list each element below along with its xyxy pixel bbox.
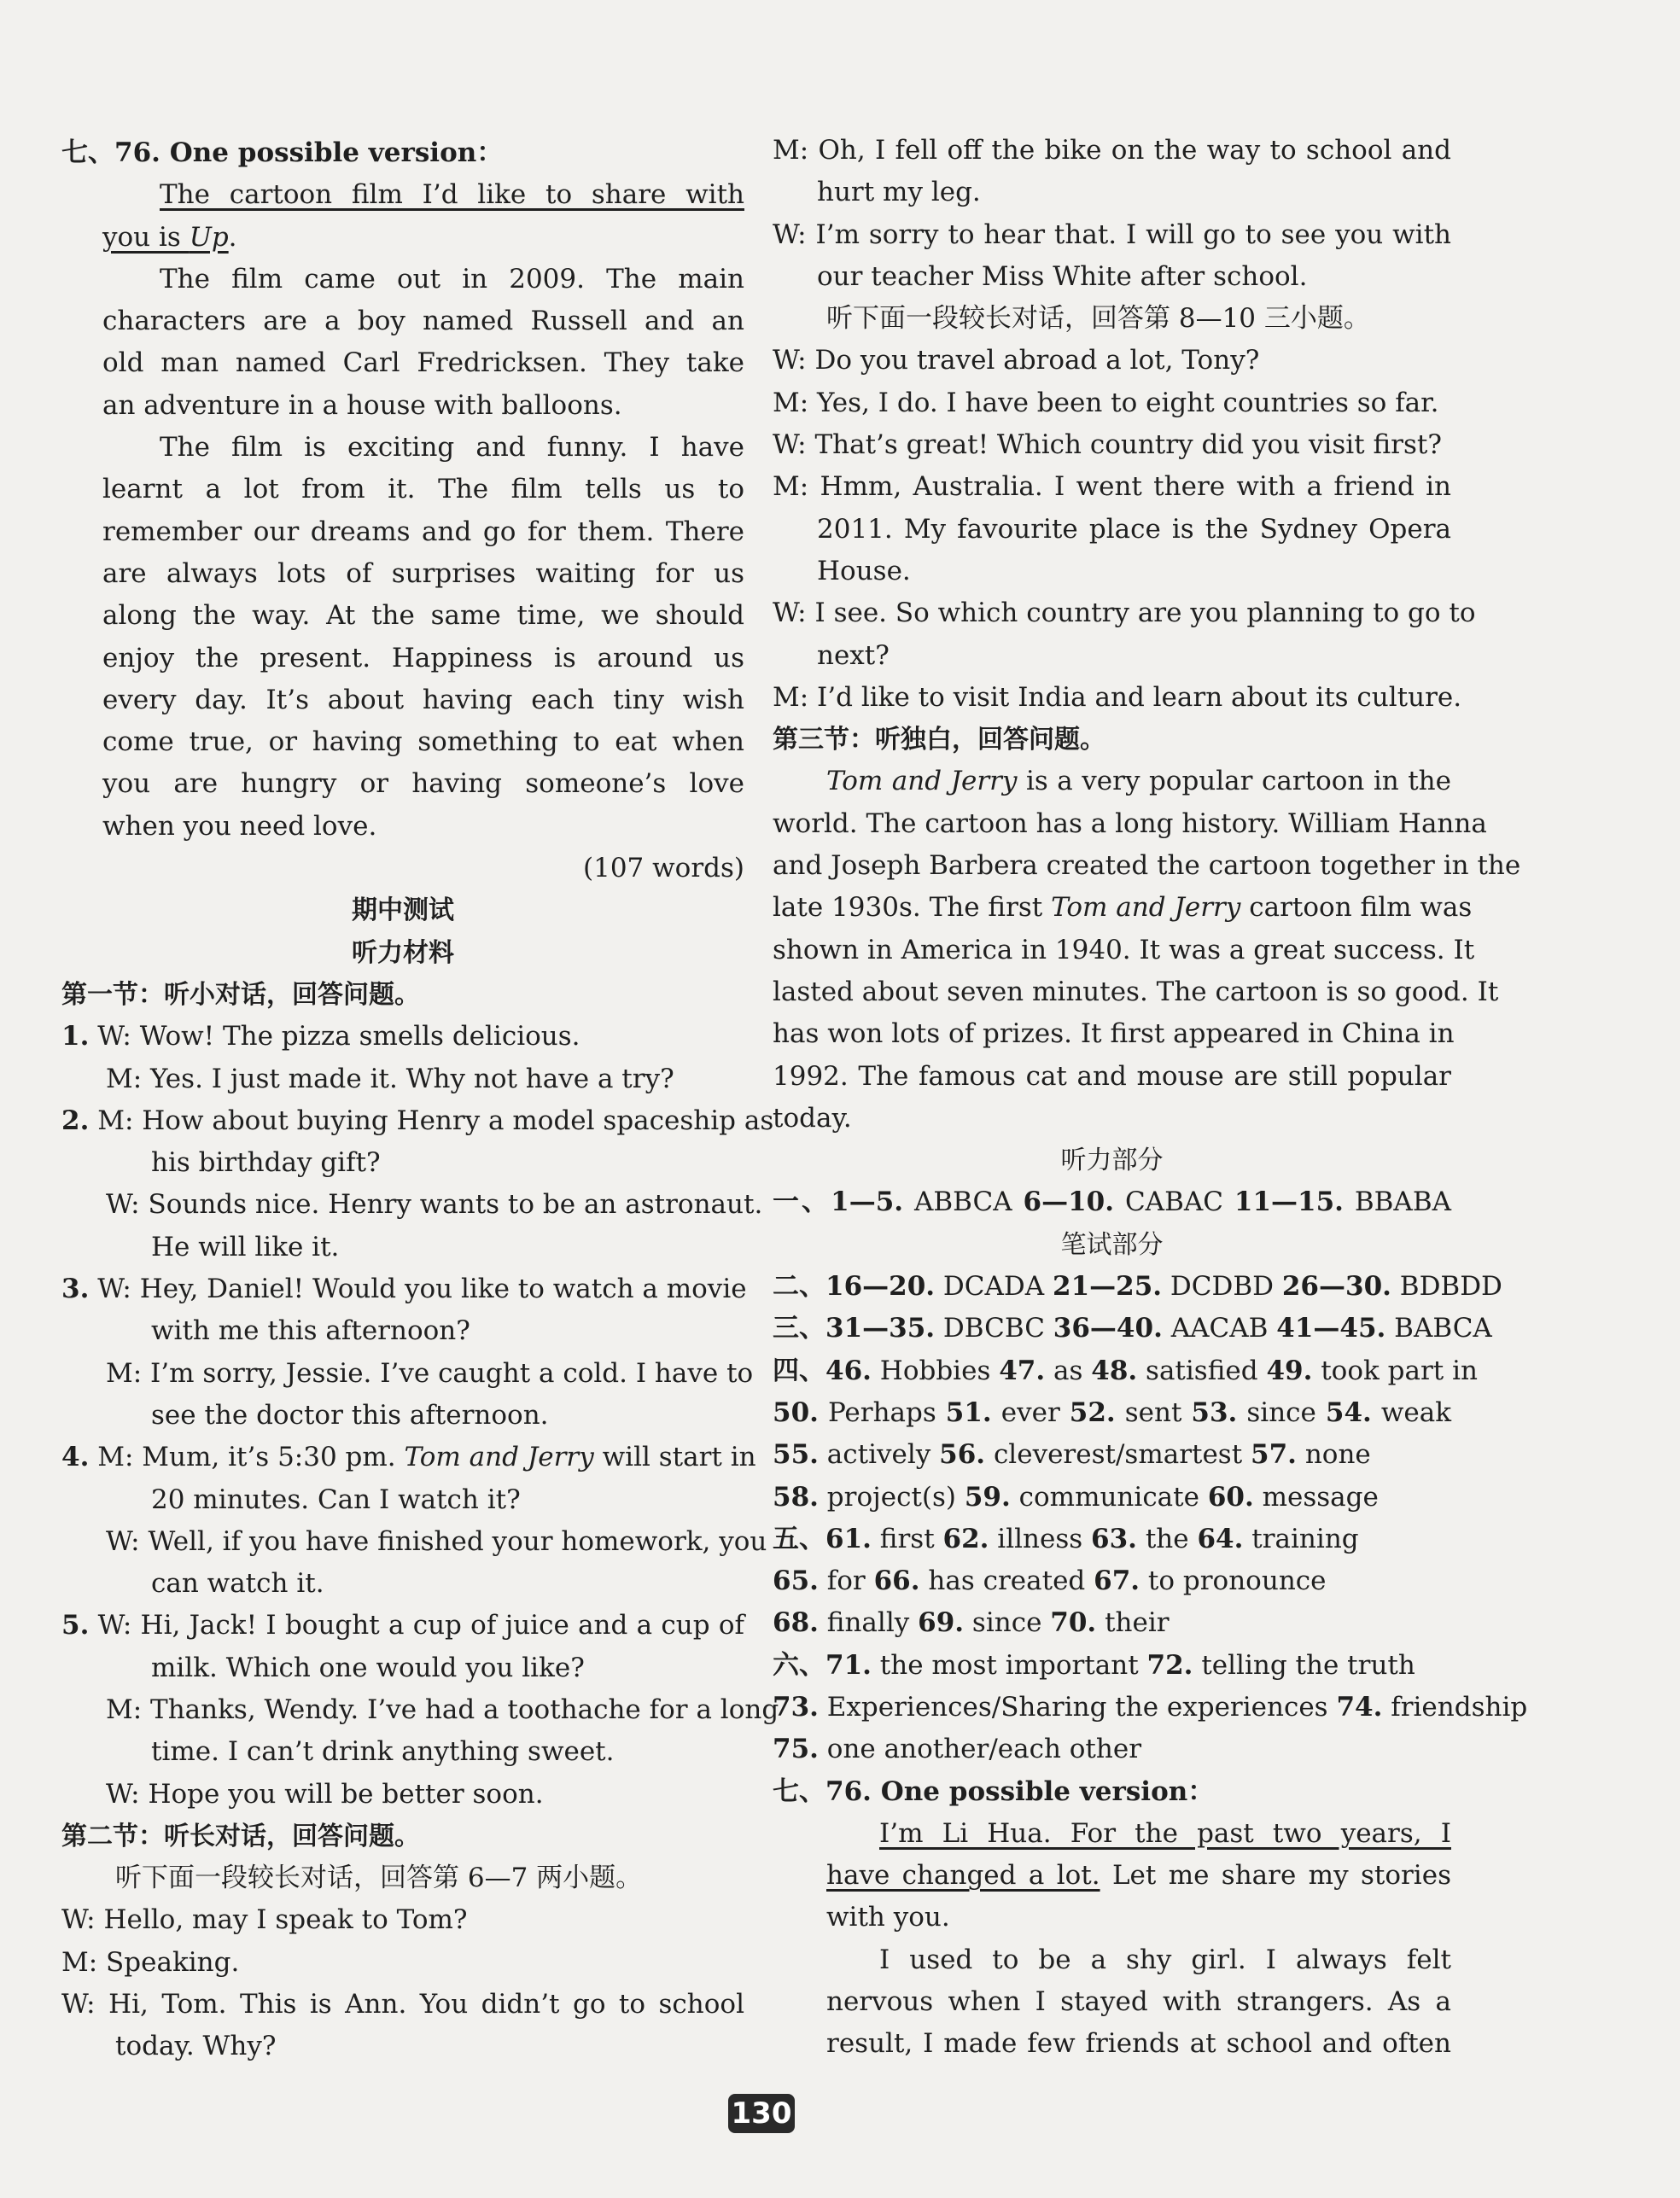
essay-line: The cartoon film I’d like to share with <box>160 179 744 211</box>
essay-line: The film came out in 2009. The main <box>160 263 744 294</box>
page-number: 130 <box>728 2094 795 2133</box>
dialogue-line: time. I can’t drink anything sweet. <box>151 1736 615 1768</box>
section-intro: 听下面一段较长对话，回答第 8—10 三小题。 <box>826 303 1370 335</box>
essay-line: characters are a boy named Russell and an <box>102 306 744 337</box>
essay-line: you is Up. <box>102 221 237 253</box>
answer-line: 五、61. first 62. illness 63. the 64. training <box>773 1523 1359 1554</box>
dialogue-line: next? <box>817 639 890 671</box>
dialogue-line: 4. M: Mum, it’s 5:30 pm. Tom and Jerry will start in <box>61 1442 756 1473</box>
dialogue-line: W: I see. So which country are you planning to go to <box>773 598 1476 629</box>
monologue-line: today. <box>773 1102 852 1134</box>
answer-line: 65. for 66. has created 67. to pronounce <box>773 1565 1327 1597</box>
answer-line: 58. project(s) 59. communicate 60. message <box>773 1481 1379 1513</box>
film-title: Up <box>189 221 229 253</box>
essay-line: learnt a lot from it. The film tells us to <box>102 474 744 505</box>
answer-line: 四、46. Hobbies 47. as 48. satisfied 49. took part in <box>773 1355 1478 1386</box>
essay-line: every day. It’s about having each tiny wish <box>102 684 744 715</box>
essay-line: result, I made few friends at school and often <box>826 2028 1451 2060</box>
monologue-line: lasted about seven minutes. The cartoon is so good. It <box>773 976 1499 1007</box>
essay-line: The film is exciting and funny. I have <box>160 432 744 464</box>
section3-heading: 第三节：听独白，回答问题。 <box>773 725 1105 755</box>
dialogue-line: M: Oh, I fell off the bike on the way to school and <box>773 135 1451 166</box>
monologue-line: has won lots of prizes. It first appeared in China in <box>773 1018 1455 1050</box>
dialogue-line: hurt my leg. <box>817 177 981 208</box>
dialogue-line: 20 minutes. Can I watch it? <box>151 1484 521 1515</box>
dialogue-line: see the doctor this afternoon. <box>151 1399 549 1431</box>
essay-line: have changed a lot. Let me share my stories <box>826 1860 1451 1892</box>
dialogue-line: 3. W: Hey, Daniel! Would you like to watch a movie <box>61 1274 747 1305</box>
monologue-line: and Joseph Barbera created the cartoon together in the <box>773 850 1521 882</box>
essay-line: old man named Carl Fredricksen. They take <box>102 347 744 379</box>
dialogue-line: W: Do you travel abroad a lot, Tony? <box>773 345 1260 376</box>
essay-line: nervous when I stayed with strangers. As a <box>826 1986 1451 2018</box>
dialogue-line: M: I’d like to visit India and learn about its culture. <box>773 681 1462 713</box>
section2-intro: 听下面一段较长对话，回答第 6—7 两小题。 <box>115 1863 643 1894</box>
left-column <box>61 132 779 2068</box>
monologue-line: late 1930s. The first Tom and Jerry cartoon film was <box>773 892 1473 924</box>
dialogue-line: M: Yes, I do. I have been to eight countries so far. <box>773 387 1439 418</box>
listening-part-title: 听力部分 <box>1060 1146 1164 1176</box>
section2-heading: 第二节：听长对话，回答问题。 <box>61 1821 420 1851</box>
dialogue-line: with me this afternoon? <box>151 1315 470 1347</box>
answer-line: 一、1—5. ABBCA 6—10. CABAC 11—15. BBABA <box>773 1186 1451 1218</box>
section1-heading: 第一节：听小对话，回答问题。 <box>61 979 420 1010</box>
dialogue-line: W: Sounds nice. Henry wants to be an astronaut. <box>106 1189 763 1221</box>
dialogue-line: M: Hmm, Australia. I went there with a friend in <box>773 471 1451 503</box>
essay-line: remember our dreams and go for them. There <box>102 516 744 547</box>
dialogue-line: W: That’s great! Which country did you visit first? <box>773 429 1442 461</box>
dialogue-line: can watch it. <box>151 1568 324 1600</box>
dialogue-line: House. <box>817 555 911 586</box>
essay-line: when you need love. <box>102 810 377 842</box>
dialogue-line: 2. M: How about buying Henry a model spaceship as <box>61 1105 774 1136</box>
monologue-line: 1992. The famous cat and mouse are still popular <box>773 1060 1451 1092</box>
dialogue-line: W: Hello, may I speak to Tom? <box>61 1904 468 1936</box>
dialogue-line: W: I’m sorry to hear that. I will go to see you with <box>773 219 1451 250</box>
essay-line: are always lots of surprises waiting for us <box>102 557 744 589</box>
monologue-line: shown in America in 1940. It was a great success. It <box>773 934 1475 965</box>
dialogue-line: W: Hope you will be better soon. <box>106 1778 544 1810</box>
dialogue-line: our teacher Miss White after school. <box>817 260 1308 292</box>
essay-line: I’m Li Hua. For the past two years, I <box>879 1817 1451 1849</box>
essay-line: I used to be a shy girl. I always felt <box>879 1944 1451 1975</box>
listening-title: 听力材料 <box>352 937 454 968</box>
essay-line: come true, or having something to eat when <box>102 726 744 758</box>
midterm-title: 期中测试 <box>352 895 454 926</box>
essay-line: with you. <box>826 1902 950 1933</box>
essay-line: enjoy the present. Happiness is around us <box>102 642 744 673</box>
dialogue-line: M: Thanks, Wendy. I’ve had a toothache for a long <box>106 1694 779 1725</box>
dialogue-line: M: Speaking. <box>61 1946 240 1978</box>
answer-line: 六、71. the most important 72. telling the truth <box>773 1649 1415 1681</box>
essay-line: you are hungry or having someone’s love <box>102 768 744 800</box>
answer-line: 二、16—20. DCADA 21—25. DCDBD 26—30. BDBDD <box>773 1271 1502 1303</box>
dialogue-line: W: Well, if you have finished your homework, you <box>106 1525 767 1557</box>
essay-line: along the way. At the same time, we should <box>102 600 744 632</box>
monologue-line: world. The cartoon has a long history. William Hanna <box>773 807 1487 839</box>
answer-line: 三、31—35. DBCBC 36—40. AACAB 41—45. BABCA <box>773 1313 1492 1344</box>
answer-line: 50. Perhaps 51. ever 52. sent 53. since 54. weak <box>773 1396 1451 1428</box>
dialogue-line: 1. W: Wow! The pizza smells delicious. <box>61 1021 580 1052</box>
essay2-heading: 七、76. One possible version： <box>773 1775 1215 1807</box>
dialogue-line: W: Hi, Tom. This is Ann. You didn’t go to school <box>61 1989 744 2020</box>
dialogue-line: 5. W: Hi, Jack! I bought a cup of juice and a cup of <box>61 1610 744 1641</box>
right-column <box>773 130 1528 2066</box>
essay-heading: 七、76. One possible version： <box>61 137 504 168</box>
answer-line: 68. finally 69. since 70. their <box>773 1607 1170 1639</box>
dialogue-line: today. Why? <box>115 2031 277 2062</box>
answer-line: 73. Experiences/Sharing the experiences 74. friendship <box>773 1691 1528 1723</box>
monologue-line: Tom and Jerry is a very popular cartoon in the <box>826 766 1451 797</box>
dialogue-line: M: Yes. I just made it. Why not have a try? <box>106 1063 674 1094</box>
dialogue-line: He will like it. <box>151 1231 340 1262</box>
dialogue-line: milk. Which one would you like? <box>151 1652 585 1683</box>
dialogue-line: his birthday gift? <box>151 1147 381 1179</box>
dialogue-line: 2011. My favourite place is the Sydney Opera <box>817 513 1451 545</box>
answer-line: 55. actively 56. cleverest/smartest 57. none <box>773 1439 1371 1471</box>
dialogue-line: M: I’m sorry, Jessie. I’ve caught a cold. I have to <box>106 1357 754 1389</box>
essay-line: an adventure in a house with balloons. <box>102 389 622 421</box>
word-count: (107 words) <box>583 853 744 884</box>
answer-line: 75. one another/each other <box>773 1734 1142 1765</box>
writing-part-title: 笔试部分 <box>1060 1229 1164 1260</box>
